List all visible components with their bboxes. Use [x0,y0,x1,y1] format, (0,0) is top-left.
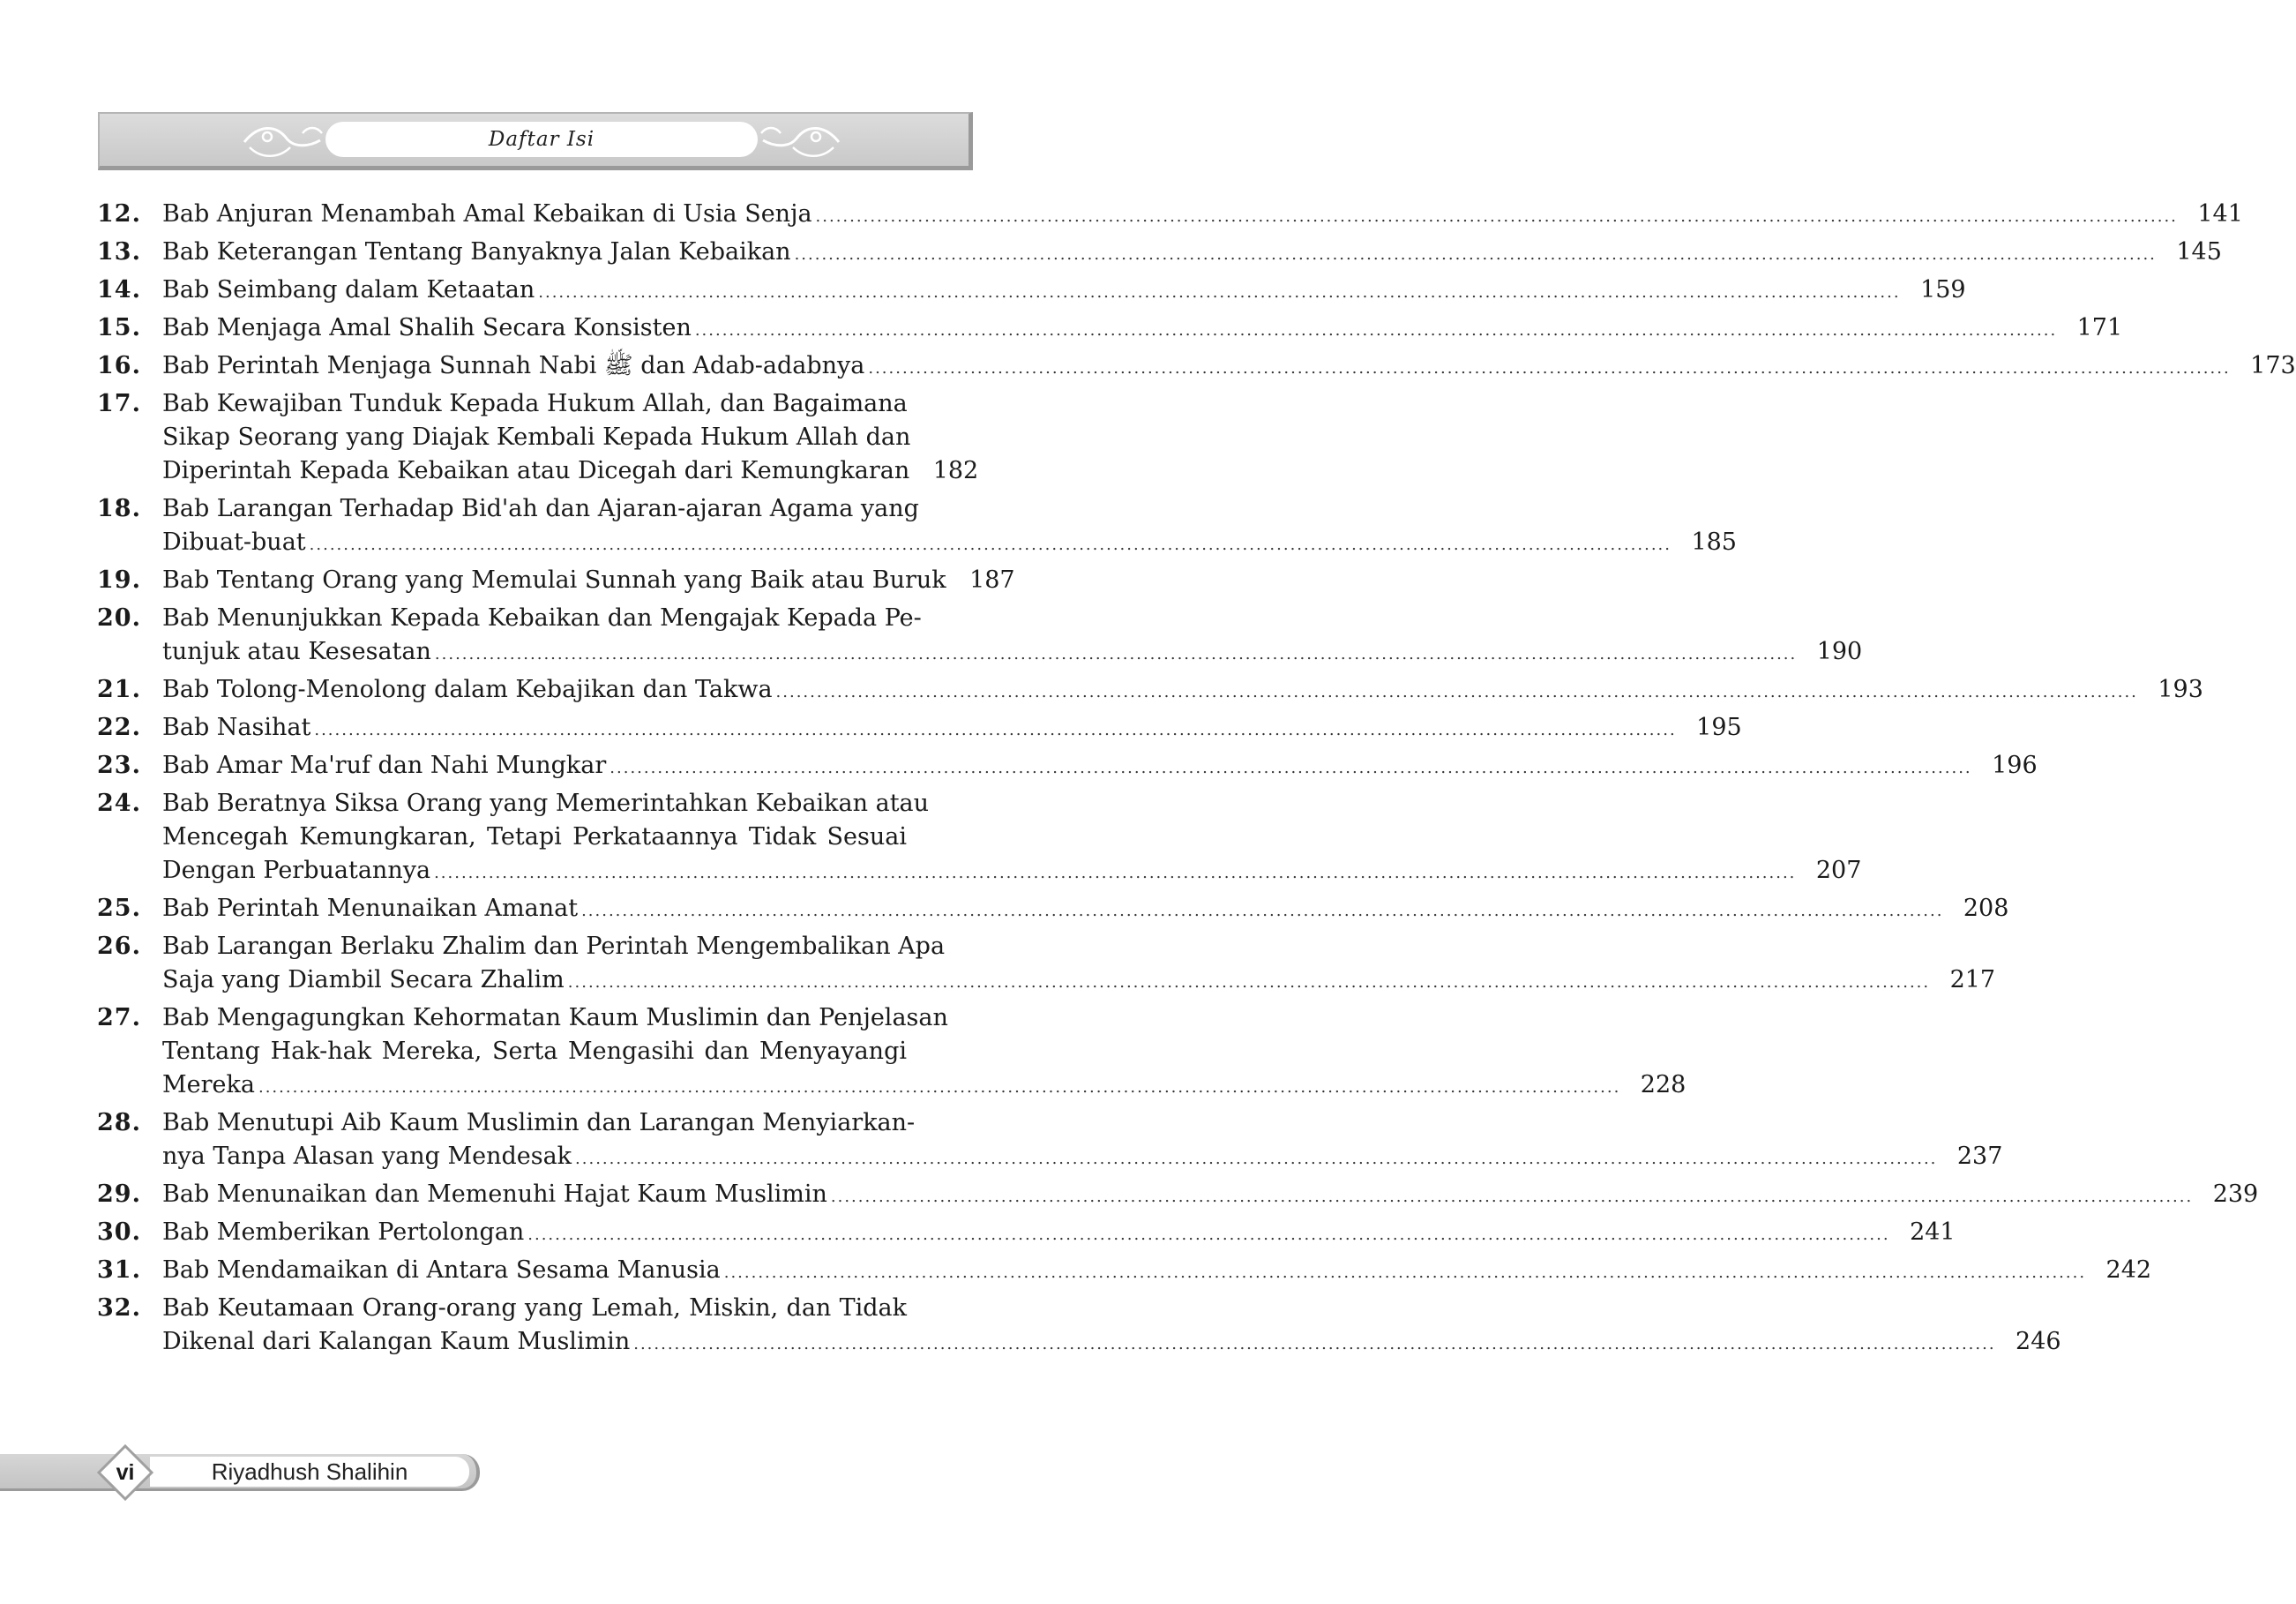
toc-entry-text [162,1254,2152,1287]
toc-entry-text [162,564,1015,597]
toc-entry-page: 173 [2250,352,2296,379]
toc-entry-last-line [162,1254,2152,1287]
toc-entry-number: 24. [97,790,141,817]
toc-entry-title: Dikenal dari Kalangan Kaum Muslimin [162,1328,631,1355]
toc-entry-line: Bab Larangan Terhadap Bid'ah dan Ajaran-ajaran Agama yang [162,495,919,522]
toc-entry-last-line [162,1325,2061,1359]
toc-entry-text [162,492,1737,559]
toc-entry-title: Bab Perintah Menunaikan Amanat [162,895,579,922]
toc-entry-title: Mereka [162,1071,255,1098]
toc-entry-last-line [162,749,2038,783]
toc-entry-title: Saja yang Diambil Secara Zhalim [162,966,565,993]
toc-entry-last-line [162,311,2123,345]
toc-entry-number: 12. [97,200,141,228]
toc-entry-number: 28. [97,1109,141,1136]
toc-entry-text [162,673,2203,707]
toc-entry-title: Bab Keterangan Tentang Banyaknya Jalan Kebaikan [162,238,791,266]
toc-entry-number: 27. [97,1004,141,1031]
toc-entry-page: 217 [1949,966,1996,993]
toc-entry-text [162,1292,2061,1359]
toc-entry-number: 20. [97,604,141,632]
toc-entry-text [162,787,1862,888]
page-number: vi [116,1460,135,1485]
toc-entry-number: 31. [97,1256,141,1284]
toc-entry-number: 25. [97,895,141,922]
toc-entry-line: Bab Keutamaan Orang-orang yang Lemah, Miskin, dan Tidak [162,1294,907,1322]
toc-entry-number: 17. [97,390,141,417]
toc-entry-page: 207 [1815,857,1862,884]
toc-entry-title: tunjuk atau Kesesatan [162,638,431,665]
toc-entry-title: Bab Anjuran Menambah Amal Kebaikan di Usia Senja [162,200,812,228]
dot-leader: ........................................................................................................................................................................................................ [723,1263,2087,1282]
toc-entry-page: 159 [1920,276,1966,304]
toc-entry-number: 32. [97,1294,141,1322]
toc-entry-page: 246 [2016,1328,2061,1355]
toc-entry-number: 18. [97,495,141,522]
toc-entry-text [162,1178,2259,1211]
toc-entry-number: 16. [97,352,141,379]
dot-leader: ........................................................................................................................................................................................................ [567,973,1931,992]
toc-entry-line: Sikap Seorang yang Diajak Kembali Kepada Hukum Allah dan [162,423,911,451]
toc-entry-last-line [162,673,2203,707]
toc-entry-last-line [162,236,2222,269]
toc-entry-title: Dengan Perbuatannya [162,857,431,884]
dot-leader: ........................................................................................................................................................................................................ [794,245,2157,264]
toc-entry-page: 196 [1992,752,2038,779]
toc-entry-line: Bab Beratnya Siksa Orang yang Memerintahkan Kebaikan atau [162,790,930,817]
toc-entry-text [162,602,1863,669]
toc-entry-text [162,1216,1956,1249]
dot-leader: ........................................................................................................................................................................................................ [314,721,1677,739]
toc-entry-number: 15. [97,314,141,341]
toc-entry-title: Dibuat-buat [162,528,306,556]
toc-entry-last-line [162,1216,1956,1249]
dot-leader: ........................................................................................................................................................................................................ [868,359,2231,378]
book-title: Riyadhush Shalihin [211,1458,408,1485]
toc-entry-title: Bab Tolong-Menolong dalam Kebajikan dan Takwa [162,676,773,703]
floral-ornament-right-icon [758,121,842,163]
toc-entry-last-line [162,1140,2003,1173]
toc-entry-title: Bab Mendamaikan di Antara Sesama Manusia [162,1256,721,1284]
header-title-pill [325,122,758,157]
footer-title-box [150,1457,469,1487]
toc-entry-page: 228 [1640,1071,1686,1098]
toc-entry-page: 237 [1956,1143,2003,1170]
dot-leader: ........................................................................................................................................................................................................ [538,283,1901,302]
toc-entry-line: Bab Menunjukkan Kepada Kebaikan dan Mengajak Kepada Pe- [162,604,922,632]
dot-leader: ........................................................................................................................................................................................................ [610,759,1972,777]
dot-leader: ........................................................................................................................................................................................................ [258,1078,1621,1097]
toc-entry-page: 185 [1691,528,1737,556]
toc-entry-page: 171 [2076,314,2123,341]
dot-leader: ........................................................................................................................................................................................................ [775,683,2138,701]
toc-entry-title: Bab Menunaikan dan Memenuhi Hajat Kaum Muslimin [162,1181,827,1208]
toc-entry-title: nya Tanpa Alasan yang Mendesak [162,1143,572,1170]
toc-entry-number: 22. [97,714,141,741]
toc-entry-title: Bab Tentang Orang yang Memulai Sunnah yang Baik atau Buruk [162,566,946,594]
toc-entry-page: 193 [2158,676,2203,703]
toc-entry-line: Bab Kewajiban Tunduk Kepada Hukum Allah, dan Bagaimana [162,390,908,417]
toc-entry-text [162,1001,1686,1102]
toc-entry-number: 13. [97,238,141,266]
toc-entry-number: 30. [97,1218,141,1246]
toc-entry-last-line [162,454,979,488]
floral-ornament-left-icon [241,121,325,163]
toc-entry-title: Bab Nasihat [162,714,311,741]
toc-entry-page: 187 [969,566,1015,594]
toc-entry-page: 190 [1816,638,1863,665]
toc-entry-page: 208 [1963,895,2009,922]
toc-entry-number: 19. [97,566,141,594]
toc-entry-number: 26. [97,933,141,960]
toc-entry-page: 182 [932,457,979,484]
toc-entry-last-line [162,892,2009,926]
toc-entry-last-line [162,349,2296,383]
dot-leader: ........................................................................................................................................................................................................ [434,645,1798,663]
dot-leader: ........................................................................................................................................................................................................ [309,536,1672,554]
toc-entry-number: 14. [97,276,141,304]
toc-entry-number: 21. [97,676,141,703]
toc-entry-last-line [162,1178,2259,1211]
toc-entry-number: 29. [97,1181,141,1208]
toc-entry-last-line [162,564,1015,597]
dot-leader: ........................................................................................................................................................................................................ [434,864,1797,882]
toc-entry-last-line [162,1068,1686,1102]
dot-leader: ........................................................................................................................................................................................................ [694,321,2058,340]
toc-entry-last-line [162,711,1742,745]
toc-entry-line: Bab Mengagungkan Kehormatan Kaum Muslimin dan Penjelasan [162,1004,948,1031]
toc-entry-title: Bab Memberikan Pertolongan [162,1218,525,1246]
toc-entry-text [162,892,2009,926]
toc-entry-title: Bab Amar Ma'ruf dan Nahi Mungkar [162,752,607,779]
toc-entry-title: Bab Seimbang dalam Ketaatan [162,276,535,304]
toc-entry-page: 242 [2105,1256,2152,1284]
toc-entry-text [162,236,2222,269]
toc-entry-page: 145 [2176,238,2222,266]
toc-entry-text [162,274,1966,307]
toc-entry-last-line [162,963,1996,997]
toc-entry-title: Diperintah Kepada Kebaikan atau Dicegah dari Kemungkaran [162,457,910,484]
toc-entry-last-line [162,526,1737,559]
toc-entry-text [162,930,1996,997]
toc-entry-line: Mencegah Kemungkaran, Tetapi Perkataannya Tidak Sesuai [162,823,907,851]
toc-entry-page: 241 [1910,1218,1956,1246]
toc-entry-last-line [162,198,2243,231]
dot-leader: ........................................................................................................................................................................................................ [527,1225,1890,1244]
toc-entry-title: Bab Perintah Menjaga Sunnah Nabi ﷺ dan Adab-adabnya [162,352,865,379]
toc-entry-title: Bab Menjaga Amal Shalih Secara Konsisten [162,314,692,341]
header-bar [98,112,973,170]
page-title: Daftar Isi [488,128,595,151]
toc-entry-line: Bab Larangan Berlaku Zhalim dan Perintah Mengembalikan Apa [162,933,946,960]
toc-entry-text [162,1106,2003,1173]
toc-entry-text [162,387,979,488]
toc-entry-last-line [162,274,1966,307]
toc-entry-text [162,711,1742,745]
toc-entry-text [162,311,2123,345]
toc-entry-line: Bab Menutupi Aib Kaum Muslimin dan Larangan Menyiarkan- [162,1109,916,1136]
dot-leader: ........................................................................................................................................................................................................ [575,1150,1938,1168]
toc-entry-text [162,749,2038,783]
dot-leader: ........................................................................................................................................................................................................ [815,207,2178,226]
toc-entry-page: 195 [1696,714,1742,741]
toc-entry-last-line [162,854,1862,888]
dot-leader: ........................................................................................................................................................................................................ [633,1335,1996,1353]
toc-entry-line: Tentang Hak-hak Mereka, Serta Mengasihi dan Menyayangi [162,1038,907,1065]
toc-entry-number: 23. [97,752,141,779]
toc-entry-page: 239 [2212,1181,2259,1208]
toc-entry-text [162,349,2296,383]
dot-leader: ........................................................................................................................................................................................................ [830,1188,2194,1206]
dot-leader: ........................................................................................................................................................................................................ [581,902,1944,920]
toc-entry-last-line [162,635,1863,669]
toc-entry-text [162,198,2243,231]
toc-entry-page: 141 [2197,200,2243,228]
footer-bar [0,1454,480,1491]
